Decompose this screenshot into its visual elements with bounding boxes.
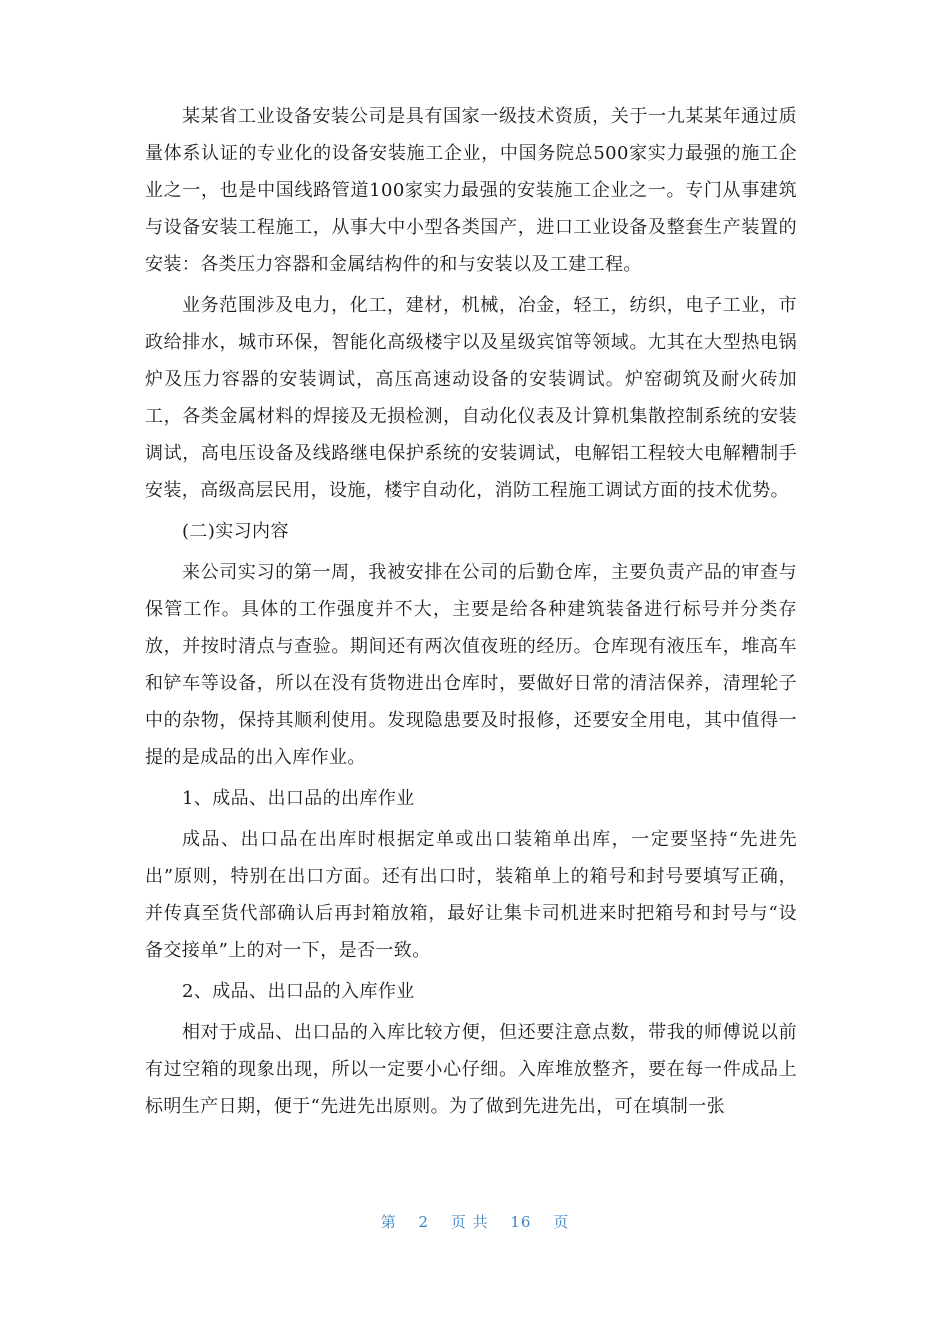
page-footer: [0, 1208, 950, 1236]
item-heading-inbound: 2、成品、出口品的入库作业: [182, 981, 415, 1002]
footer-label-of: 页 共: [450, 1213, 489, 1231]
document-body: [145, 98, 797, 1129]
paragraph-internship-intro: 来公司实习的第一周，我被安排在公司的后勤仓库，主要负责产品的审查与保管工作。具体的工作强度并不大，主要是给各种建筑装备进行标号并分类存放，并按时清点与查验。期间还有两次值夜班的经历。仓库现有液压车，堆高车和铲车等设备，所以在没有货物进出仓库时，要做好日常的清洁保养，清理轮子中的杂物，保持其顺利使用。发现隐患要及时报修，还要安全用电，其中值得一提的是成品的出入库作业。: [145, 562, 797, 768]
footer-label-end: 页: [553, 1213, 570, 1231]
section-heading-internship-content: (二)实习内容: [182, 521, 289, 542]
footer-current-page: 2: [418, 1213, 430, 1231]
footer-total-pages: 16: [510, 1213, 532, 1231]
footer-label-page: 第: [380, 1213, 397, 1231]
paragraph-inbound: 相对于成品、出口品的入库比较方便，但还要注意点数，带我的师傅说以前有过空箱的现象出现，所以一定要小心仔细。入库堆放整齐，要在每一件成品上标明生产日期，便于“先进先出原则。为了做到先进先出，可在填制一张: [145, 1022, 797, 1117]
paragraph-company-profile: 某某省工业设备安装公司是具有国家一级技术资质，关于一九某某年通过质量体系认证的专业化的设备安装施工企业，中国务院总500家实力最强的施工企业之一，也是中国线路管道100家实力最强的安装施工企业之一。专门从事建筑与设备安装工程施工，从事大中小型各类国产，进口工业设备及整套生产装置的安装：各类压力容器和金属结构件的和与安装以及工建工程。: [145, 106, 797, 275]
item-heading-outbound: 1、成品、出口品的出库作业: [182, 788, 415, 809]
paragraph-business-scope: 业务范围涉及电力，化工，建材，机械，冶金，轻工，纺织，电子工业，市政给排水，城市环保，智能化高级楼宇以及星级宾馆等领域。尢其在大型热电锅炉及压力容器的安装调试，高压高速动设备的安装调试。炉窑砌筑及耐火砖加工，各类金属材料的焊接及无损检测，自动化仪表及计算机集散控制系统的安装调试，高电压设备及线路继电保护系统的安装调试，电解铝工程较大电解糟制手安装，高级高层民用，设施，楼宇自动化，消防工程施工调试方面的技术优势。: [145, 295, 797, 501]
paragraph-outbound: 成品、出口品在出库时根据定单或出口装箱单出库，一定要坚持“先进先出”原则，特别在出口方面。还有出口时，装箱单上的箱号和封号要填写正确，并传真至货代部确认后再封箱放箱，最好让集卡司机进来时把箱号和封号与“设备交接单”上的对一下，是否一致。: [145, 829, 797, 961]
